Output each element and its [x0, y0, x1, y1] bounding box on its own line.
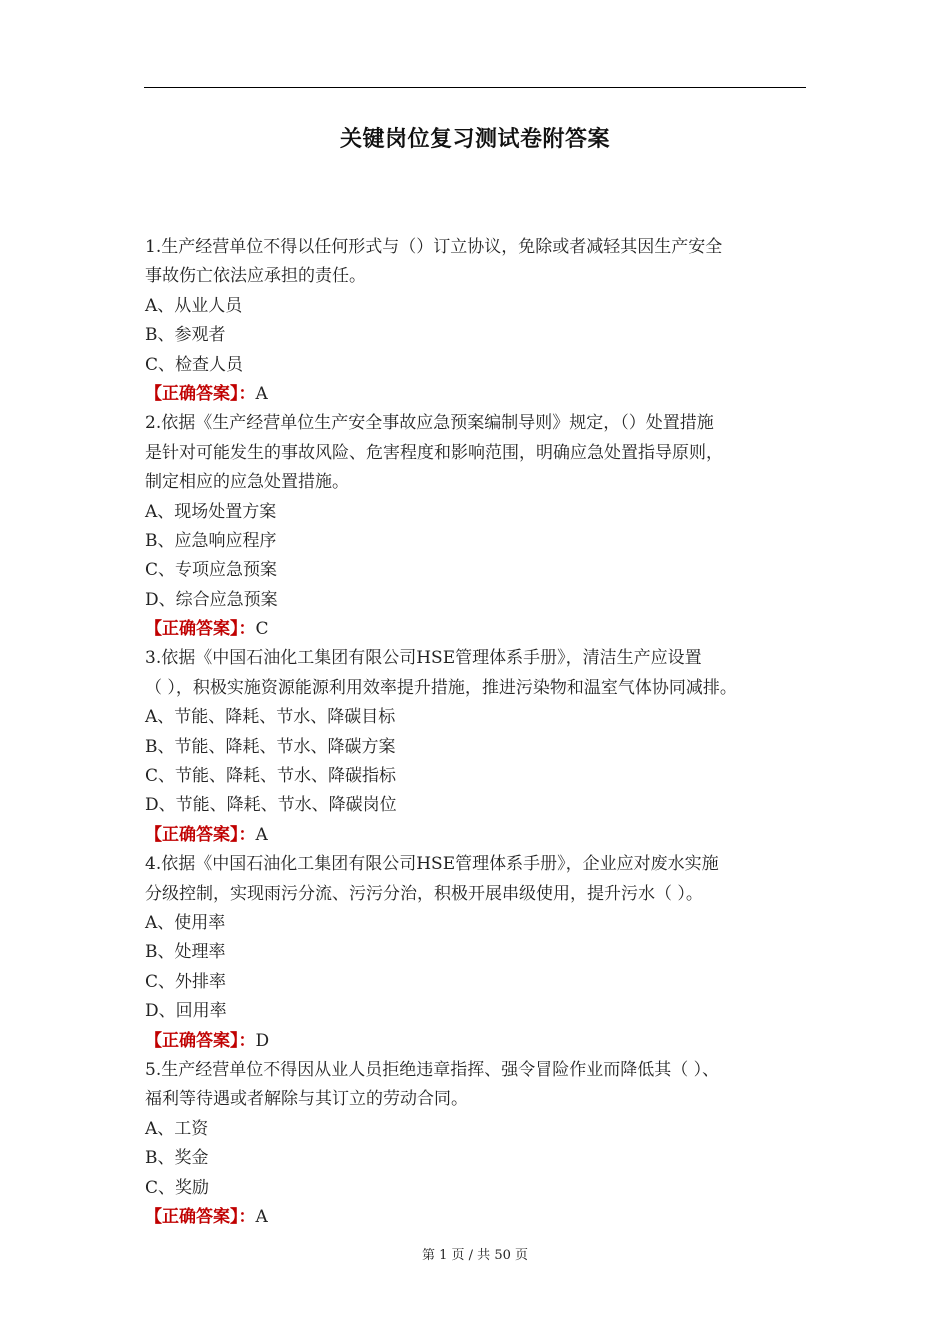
- question-3: [145, 644, 825, 850]
- answer-label: 【正确答案】：: [145, 1030, 256, 1051]
- answer-label: 【正确答案】：: [145, 619, 256, 640]
- question-text: 是针对可能发生的事故风险、危害程度和影响范围，明确应急处置指导原则，: [145, 442, 723, 463]
- question-text: （ ），积极实施资源能源利用效率提升措施，推进污染物和温室气体协同减排。: [145, 677, 737, 698]
- option-b: B、处理率: [145, 942, 226, 963]
- option-c: C、奖励: [145, 1177, 210, 1198]
- answer-value: A: [255, 1206, 268, 1227]
- question-2: [145, 409, 825, 644]
- answer-line: [145, 615, 825, 644]
- question-1: [145, 233, 825, 409]
- option-d: D、回用率: [145, 1001, 227, 1022]
- option-a: A、现场处置方案: [145, 501, 277, 522]
- answer-value: A: [255, 824, 268, 845]
- answer-line: [145, 1027, 825, 1056]
- question-text: 分级控制，实现雨污分流、污污分治，积极开展串级使用，提升污水（ ）。: [145, 883, 703, 904]
- answer-value: C: [255, 619, 269, 640]
- option-c: C、检查人员: [145, 354, 244, 375]
- question-text: 5.生产经营单位不得因从业人员拒绝违章指挥、强令冒险作业而降低其（ ）、: [145, 1059, 720, 1080]
- option-b: B、参观者: [145, 325, 226, 346]
- answer-label: 【正确答案】：: [145, 824, 256, 845]
- option-a: A、从业人员: [145, 295, 243, 316]
- option-b: B、奖金: [145, 1148, 209, 1169]
- question-text: 福利等待遇或者解除与其订立的劳动合同。: [145, 1089, 468, 1110]
- question-text: 2.依据《生产经营单位生产安全事故应急预案编制导则》规定，（）处置措施: [145, 413, 714, 434]
- answer-line: [145, 821, 825, 850]
- option-a: A、工资: [145, 1118, 209, 1139]
- question-text: 制定相应的应急处置措施。: [145, 472, 349, 493]
- question-text: 1.生产经营单位不得以任何形式与（）订立协议，免除或者减轻其因生产安全: [145, 237, 723, 257]
- answer-value: D: [255, 1030, 270, 1051]
- answer-label: 【正确答案】：: [145, 383, 256, 404]
- question-text: 3.依据《中国石油化工集团有限公司HSE管理体系手册》，清洁生产应设置: [145, 648, 702, 669]
- option-b: B、应急响应程序: [145, 530, 277, 551]
- option-a: A、节能、降耗、节水、降碳目标: [145, 707, 396, 728]
- question-4: [145, 850, 825, 1056]
- page-footer: 第 1 页 / 共 50 页: [422, 1248, 528, 1263]
- answer-line: [145, 1203, 825, 1232]
- question-text: 事故伤亡依法应承担的责任。: [145, 266, 366, 287]
- option-b: B、节能、降耗、节水、降碳方案: [145, 736, 396, 757]
- header-rule: [144, 87, 806, 88]
- option-d: D、综合应急预案: [145, 589, 278, 610]
- option-c: C、节能、降耗、节水、降碳指标: [145, 766, 397, 787]
- option-a: A、使用率: [145, 912, 226, 933]
- question-5: [145, 1056, 825, 1232]
- option-c: C、外排率: [145, 971, 227, 992]
- option-c: C、专项应急预案: [145, 560, 278, 581]
- option-d: D、节能、降耗、节水、降碳岗位: [145, 795, 397, 816]
- answer-line: [145, 380, 825, 409]
- document-title: 关键岗位复习测试卷附答案: [339, 126, 610, 152]
- question-list: [145, 233, 825, 1232]
- answer-label: 【正确答案】：: [145, 1206, 256, 1227]
- question-text: 4.依据《中国石油化工集团有限公司HSE管理体系手册》，企业应对废水实施: [145, 854, 719, 875]
- answer-value: A: [255, 383, 268, 404]
